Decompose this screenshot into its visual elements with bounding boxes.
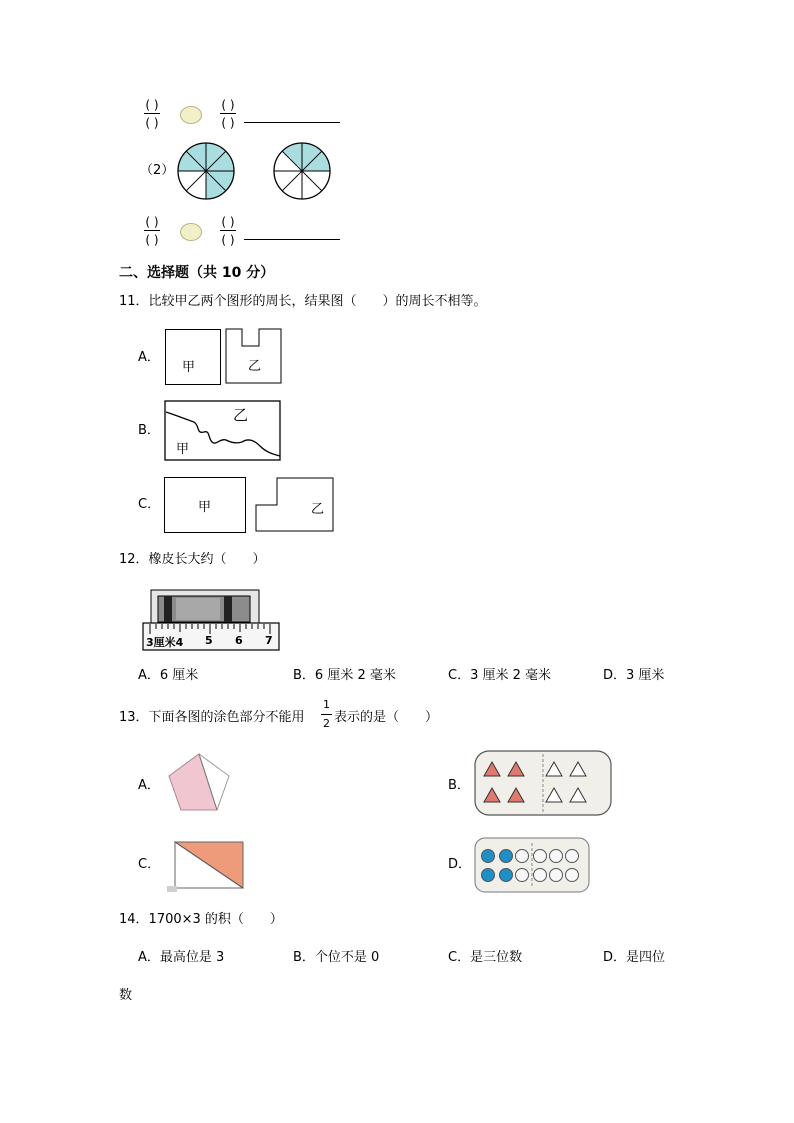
fraction-blank[interactable] (138, 214, 166, 248)
denominator-blank: ( ) (221, 116, 235, 130)
question-13-stem-start: 13．下面各图的涂色部分不能用 (119, 710, 305, 725)
pentagon-figure (167, 752, 231, 812)
numerator-blank: ( ) (145, 215, 159, 229)
label-jia: 甲 (198, 500, 212, 515)
fraction-bar (321, 714, 332, 715)
question-13-stem-end: 表示的是（ ） (334, 710, 439, 725)
fraction-numerator: 1 (323, 698, 330, 711)
shape-jia-rectangle (164, 477, 246, 533)
answer-line[interactable] (244, 239, 340, 240)
triangles-card (474, 750, 612, 816)
inline-fraction (321, 698, 333, 734)
option-b[interactable]: B．个位不是 0 (293, 950, 380, 965)
option-a-label[interactable]: A． (138, 778, 160, 793)
option-c[interactable]: C．3 厘米 2 毫米 (448, 668, 552, 683)
label-jia: 甲 (182, 360, 196, 375)
item-label: （2） (140, 163, 175, 178)
option-b-label[interactable]: B． (138, 423, 160, 438)
compare-oval[interactable] (180, 223, 202, 241)
section-heading: 二、选择题（共 10 分） (119, 265, 275, 281)
dots-card (474, 837, 590, 893)
label-jia: 甲 (176, 442, 190, 457)
fraction-blank[interactable] (214, 97, 242, 131)
denominator-blank: ( ) (145, 233, 159, 247)
option-a[interactable]: A．最高位是 3 (138, 950, 225, 965)
question-14-stem: 14．1700×3 的积（ ） (119, 912, 283, 927)
option-d[interactable]: D．是四位 (603, 950, 666, 965)
ruler-label: 7 (265, 634, 273, 647)
label-yi: 乙 (233, 406, 249, 424)
fraction-bar (144, 113, 160, 114)
fraction-blank[interactable] (138, 97, 166, 131)
circle-figure-1 (176, 141, 236, 201)
option-d-label[interactable]: D． (448, 857, 472, 872)
option-c[interactable]: C．是三位数 (448, 950, 523, 965)
fraction-bar (220, 113, 236, 114)
ruler-label: 6 (235, 634, 243, 647)
option-b[interactable]: B．6 厘米 2 毫米 (293, 668, 396, 683)
shape-jia-square (165, 329, 221, 385)
option-d-wrap: 数 (119, 988, 133, 1003)
option-b-label[interactable]: B． (448, 778, 470, 793)
fraction-bar (144, 230, 160, 231)
denominator-blank: ( ) (221, 233, 235, 247)
fraction-denominator: 2 (323, 717, 330, 730)
label-yi: 乙 (311, 502, 325, 517)
numerator-blank: ( ) (145, 98, 159, 112)
option-c-label[interactable]: C． (138, 857, 161, 872)
fraction-bar (220, 230, 236, 231)
option-d[interactable]: D．3 厘米 (603, 668, 665, 683)
numerator-blank: ( ) (221, 98, 235, 112)
shaded-sector (282, 143, 302, 171)
numerator-blank: ( ) (221, 215, 235, 229)
circle-figure-2 (272, 141, 332, 201)
ruler-label: 3厘米4 (146, 636, 184, 649)
question-12-stem: 12．橡皮长大约（ ） (119, 552, 266, 567)
option-a[interactable]: A．6 厘米 (138, 668, 199, 683)
compare-oval[interactable] (180, 106, 202, 124)
option-c-label[interactable]: C． (138, 497, 161, 512)
triangle-figure (167, 840, 247, 892)
question-11-stem: 11．比较甲乙两个图形的周长，结果图（ ）的周长不相等。 (119, 294, 487, 309)
ruler-label: 5 (205, 634, 213, 647)
option-a-label[interactable]: A． (138, 350, 160, 365)
answer-line[interactable] (244, 122, 340, 123)
label-yi: 乙 (248, 359, 262, 374)
denominator-blank: ( ) (145, 116, 159, 130)
fraction-blank[interactable] (214, 214, 242, 248)
